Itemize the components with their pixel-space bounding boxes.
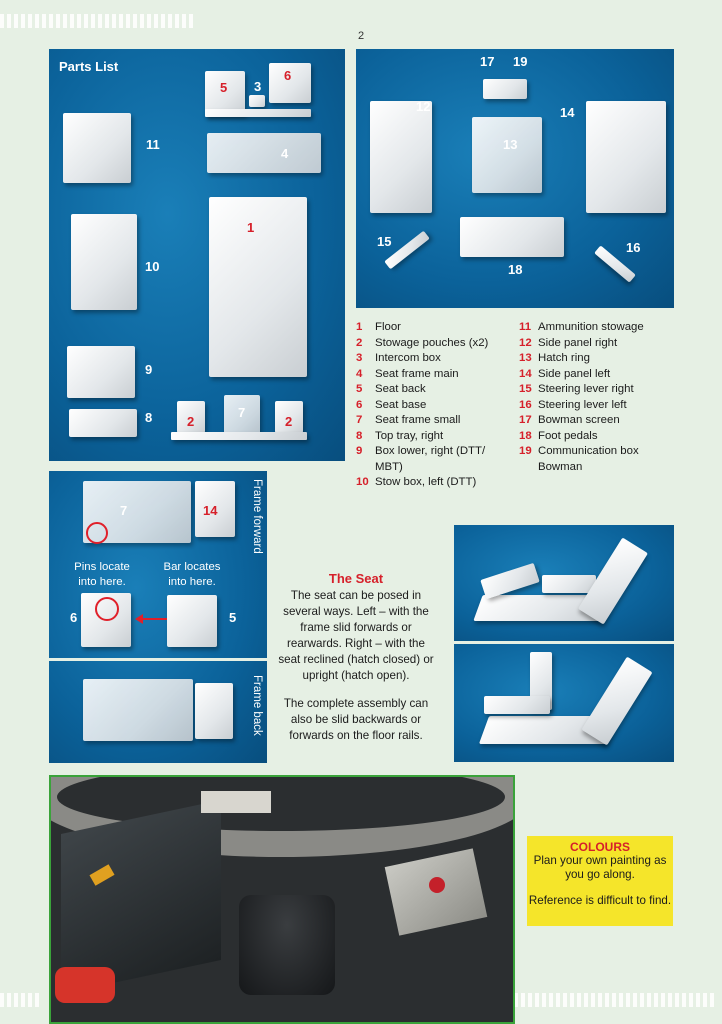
seat-description (276, 571, 436, 756)
cockpit-top-panel (201, 791, 271, 813)
seat-pad-back (195, 683, 233, 739)
legend-label: Top tray, right (375, 429, 444, 442)
part-intercom-box (249, 95, 265, 107)
pin-highlight-circle (85, 521, 109, 545)
legend-label: Bowman screen (538, 414, 620, 426)
legend-num: 5 (356, 383, 363, 395)
seat-back-closeup (167, 595, 217, 647)
part-sprue-top (205, 109, 311, 117)
legend-label: Stowage pouches (x2) (375, 336, 489, 349)
seat-upright-frame-rear (581, 657, 652, 746)
legend-num: 13 (519, 352, 532, 364)
legend-item (356, 320, 504, 336)
legend-item (519, 336, 669, 352)
callout-12: 12 (416, 99, 431, 114)
callout-15: 15 (377, 234, 392, 249)
legend-item (519, 398, 669, 414)
bar-locates-label: Bar locates into here. (163, 561, 221, 588)
legend-num: 18 (519, 429, 532, 442)
callout-5: 5 (220, 80, 228, 95)
parts-legend-col-1 (356, 320, 504, 491)
seat-paragraph-2: The complete assembly can also be slid backwards or forwards on the floor rails. (283, 697, 429, 742)
part-stow-box (71, 214, 137, 310)
cockpit-fire-extinguisher (55, 967, 115, 1003)
callout-9: 9 (145, 362, 153, 377)
arrow-bar-to-pins (135, 613, 169, 625)
legend-label: Intercom box (375, 352, 441, 364)
parts-legend-col-2 (519, 320, 669, 475)
callout-8: 8 (145, 410, 153, 425)
legend-num: 1 (356, 321, 363, 333)
legend-label: Communication box Bowman (538, 445, 639, 473)
legend-item (519, 444, 669, 475)
pins-locate-label: Pins locate into here. (74, 561, 130, 588)
cockpit-seat (239, 895, 335, 995)
callout-18: 18 (508, 262, 523, 277)
legend-item (356, 382, 504, 398)
callout-2a: 2 (187, 414, 195, 429)
seat-callout-6: 6 (70, 610, 78, 625)
legend-item (356, 336, 504, 352)
decorative-strip-bottom-left (0, 993, 48, 1007)
colours-line-1: Plan your own painting as you go along. (533, 854, 667, 881)
legend-label: Hatch ring (538, 352, 590, 364)
seat-callout-7: 7 (120, 503, 128, 518)
legend-item (356, 413, 504, 429)
seat-callout-5: 5 (229, 610, 237, 625)
legend-num: 19 (519, 445, 532, 457)
callout-4: 4 (281, 146, 289, 161)
legend-num: 7 (356, 414, 363, 426)
legend-item (519, 367, 669, 383)
callout-11: 11 (146, 137, 160, 152)
legend-num: 8 (356, 429, 363, 442)
cockpit-left-panel (61, 800, 221, 994)
seat-assembly-photo (49, 471, 267, 763)
seat-upright-base (484, 696, 550, 714)
legend-item (519, 429, 669, 445)
part-foot-pedals (460, 217, 564, 257)
frame-forward-label: Frame forward (251, 479, 263, 554)
legend-item (356, 398, 504, 414)
callout-19: 19 (513, 54, 528, 69)
parts-detail-photo (356, 49, 674, 308)
legend-label: Box lower, right (DTT/ MBT) (375, 445, 486, 473)
legend-item (356, 429, 504, 445)
callout-10: 10 (145, 259, 160, 274)
legend-label: Foot pedals (538, 429, 598, 442)
callout-7: 7 (238, 405, 246, 420)
legend-item (519, 413, 669, 429)
part-side-panel-left (586, 101, 666, 213)
legend-item (519, 351, 669, 367)
legend-num: 16 (519, 398, 532, 411)
seat-heading: The Seat (328, 571, 384, 586)
callout-14: 14 (560, 105, 575, 120)
callout-2b: 2 (285, 414, 293, 429)
callout-6: 6 (284, 68, 292, 83)
callout-1: 1 (247, 220, 255, 235)
legend-label: Seat frame main (375, 367, 459, 380)
part-ammunition-stowage (63, 113, 131, 183)
colours-note (527, 836, 673, 926)
cockpit-red-button (429, 877, 445, 893)
parts-list-title: Parts List (59, 59, 119, 74)
legend-num: 17 (519, 414, 532, 426)
legend-label: Steering lever left (538, 398, 627, 411)
part-box-lower (67, 346, 135, 398)
part-sprue-bottom (171, 432, 307, 440)
frame-back-label: Frame back (251, 675, 263, 736)
callout-16: 16 (626, 240, 641, 255)
legend-num: 11 (519, 321, 532, 333)
colours-heading: COLOURS (570, 840, 630, 854)
part-floor (209, 197, 307, 377)
legend-item (356, 351, 504, 367)
part-hatch-ring (472, 117, 542, 193)
seat-reclined-back (480, 563, 539, 599)
part-seat-frame-main (207, 133, 321, 173)
part-top-tray (69, 409, 137, 437)
seat-callout-14: 14 (203, 503, 218, 518)
page-number: 2 (357, 30, 365, 42)
legend-num: 9 (356, 445, 363, 457)
legend-item (356, 367, 504, 383)
parts-list-photo (49, 49, 345, 461)
legend-label: Side panel right (538, 336, 618, 349)
legend-label: Stow box, left (DTT) (375, 476, 477, 488)
part-side-panel-right (370, 101, 432, 213)
legend-label: Floor (375, 321, 401, 333)
legend-item (356, 475, 504, 491)
legend-label: Steering lever right (538, 383, 634, 395)
legend-num: 6 (356, 398, 363, 411)
decorative-strip-top (0, 14, 198, 28)
legend-num: 4 (356, 367, 363, 380)
legend-num: 14 (519, 367, 532, 380)
legend-num: 3 (356, 352, 363, 364)
seat-upright-photo (454, 644, 674, 762)
legend-label: Seat back (375, 383, 426, 395)
legend-item (519, 320, 669, 336)
pin-highlight-circle-2 (93, 595, 121, 623)
legend-label: Seat base (375, 398, 427, 411)
legend-item (519, 382, 669, 398)
seat-paragraph-1: The seat can be posed in several ways. Left – with the frame slid forwards or rearwards. Right – with the seat reclined (hatch closed) or upright (hatch open). (278, 589, 434, 682)
callout-3: 3 (254, 79, 262, 94)
legend-label: Seat frame small (375, 414, 461, 426)
legend-num: 12 (519, 336, 532, 349)
legend-num: 15 (519, 383, 532, 395)
legend-num: 2 (356, 336, 363, 349)
legend-item (356, 444, 504, 475)
part-bowman-screen (483, 79, 527, 99)
decorative-strip-bottom-right (514, 993, 722, 1007)
callout-17: 17 (480, 54, 495, 69)
callout-13: 13 (503, 137, 518, 152)
cockpit-reference-photo (49, 775, 515, 1024)
legend-label: Side panel left (538, 367, 611, 380)
seat-frame-back (83, 679, 193, 741)
legend-num: 10 (356, 476, 369, 488)
colours-line-2: Reference is difficult to find. (528, 894, 672, 907)
photo-divider (49, 658, 267, 661)
legend-label: Ammunition stowage (538, 321, 644, 333)
seat-reclined-photo (454, 525, 674, 641)
